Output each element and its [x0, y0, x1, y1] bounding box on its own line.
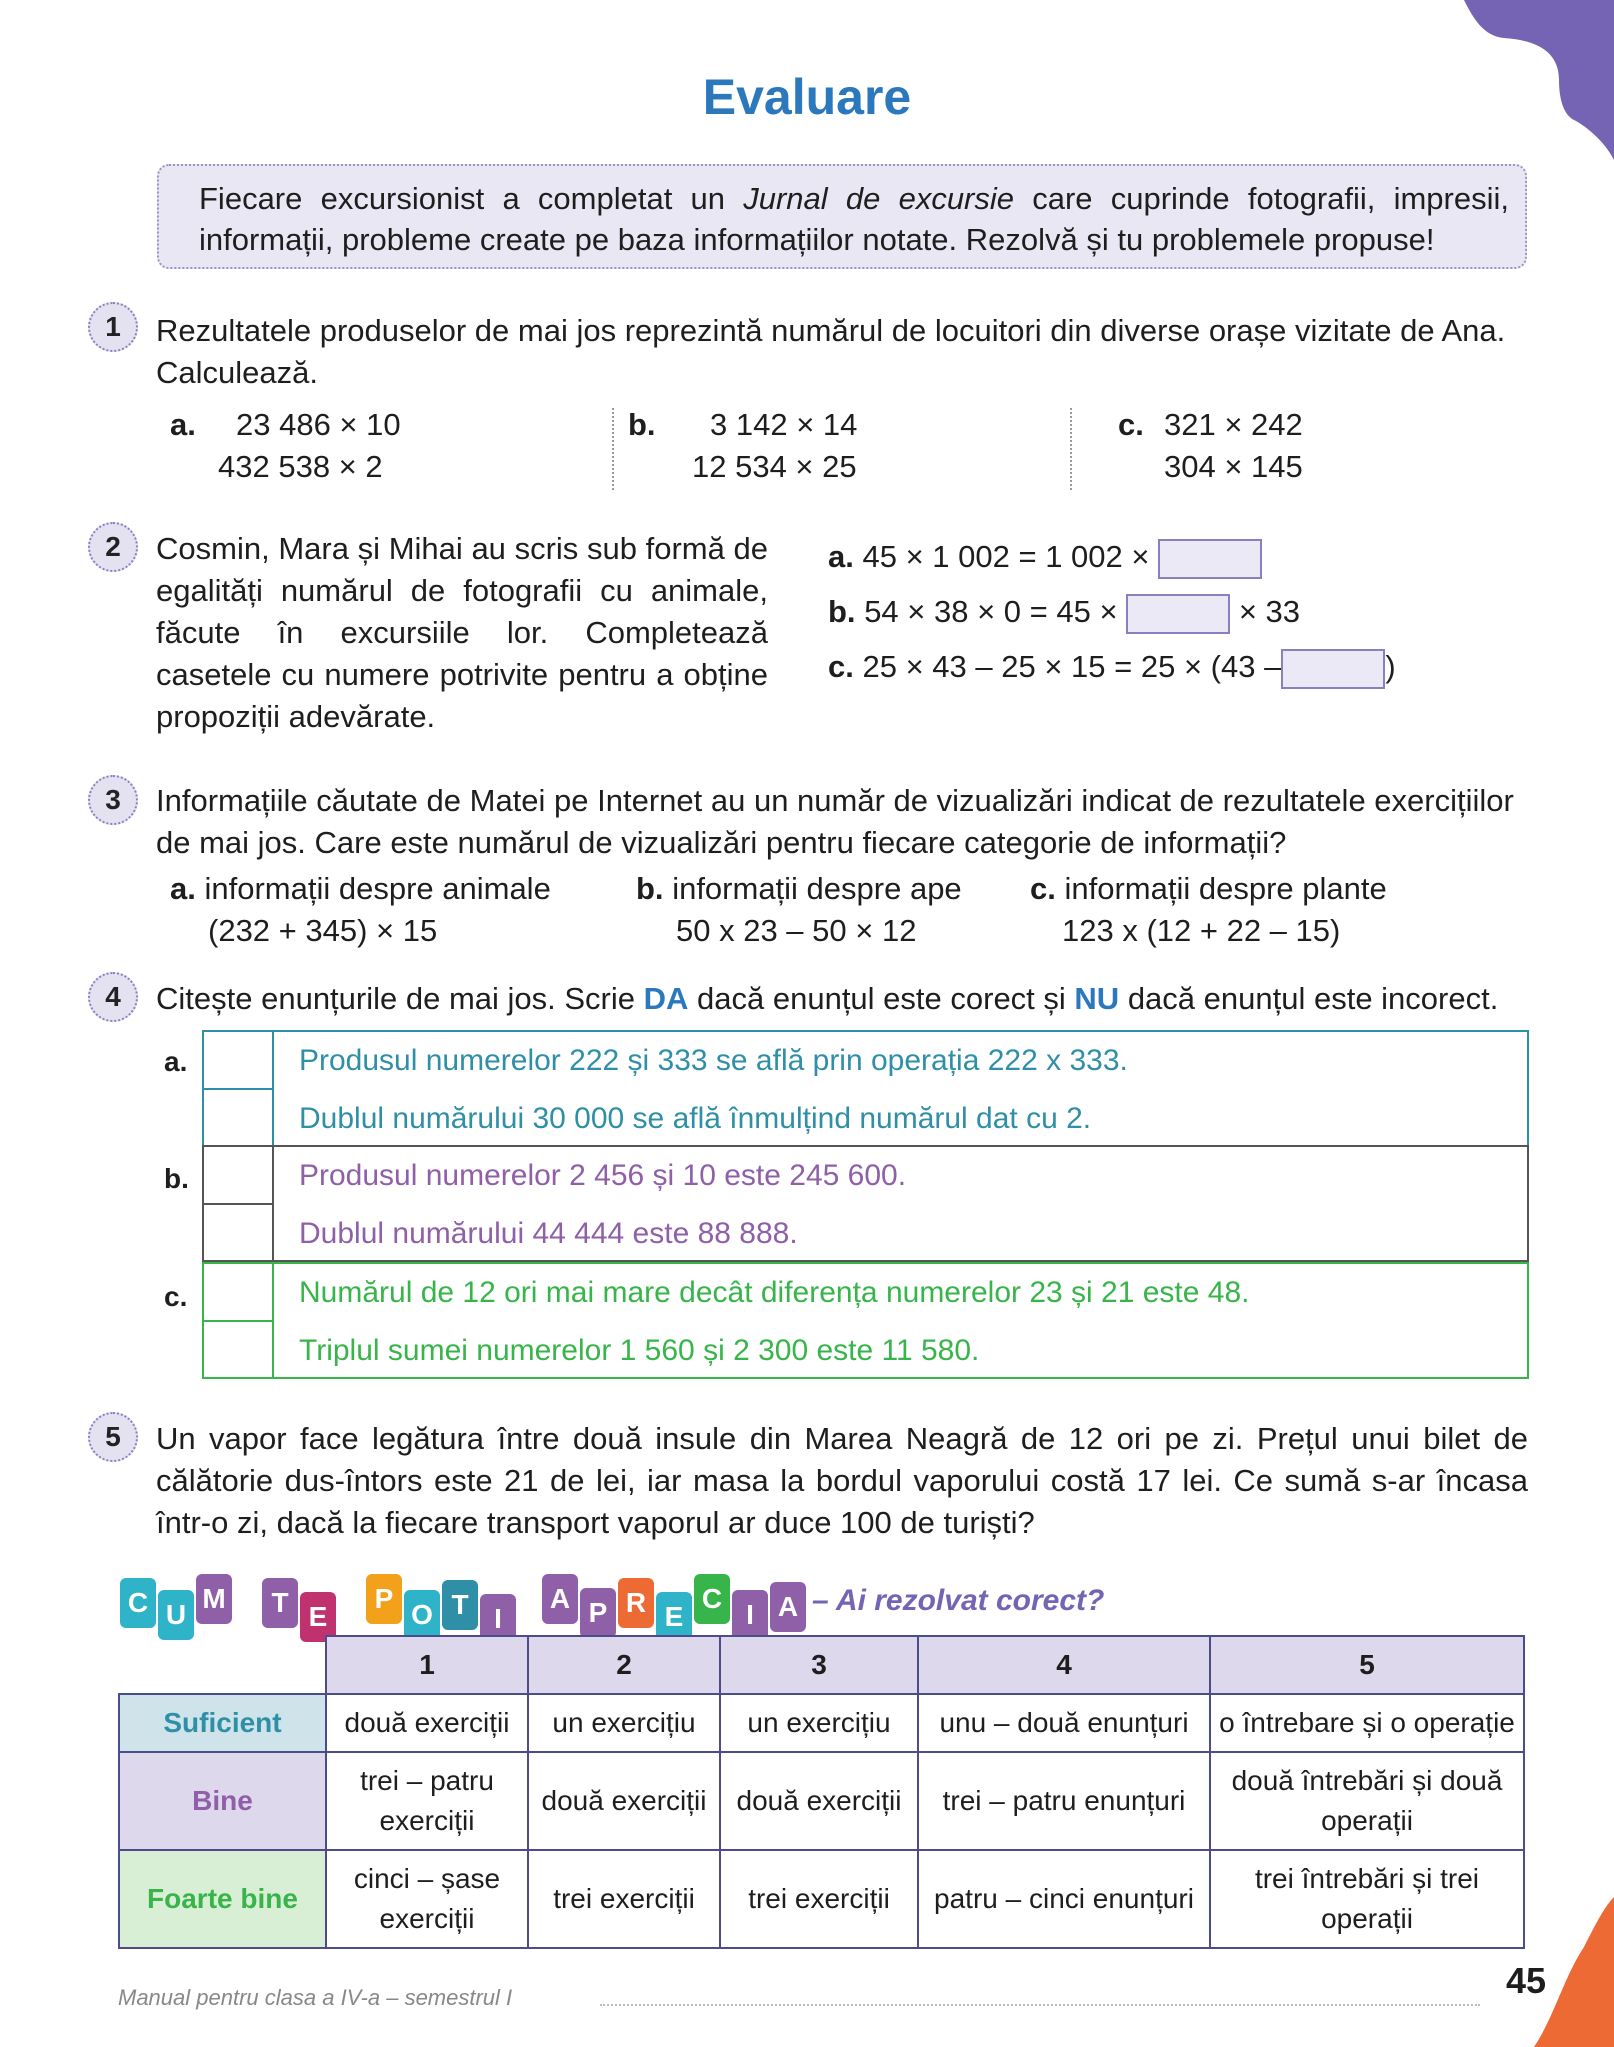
statement-group-b — [202, 1145, 1529, 1262]
exercise-number-5: 5 — [88, 1412, 138, 1462]
ex2-a-label: a. — [828, 539, 854, 574]
exercise-5-text: Un vapor face legătura între două insule din Marea Neagră de 12 ori pe zi. Prețul unui bilet de călătorie dus-întors este 21 de lei, iar masa la bordul vaporului costă 17 lei. Ce sumă s-ar încasa într-o zi, dacă la fiecare transport vaporul ar duce 100 de turiști? — [156, 1421, 1528, 1540]
ex3-c-title-text: informații despre plante — [1064, 871, 1387, 906]
table-cell: trei exerciții — [528, 1850, 720, 1948]
col-header: 3 — [720, 1636, 918, 1694]
intro-text-2: care cuprinde fotografii, impresii, informații, probleme create pe baza informațiilor notate. Rezolvă și tu problemele propuse! — [199, 181, 1509, 257]
ex2-c-after: ) — [1385, 649, 1396, 684]
ex2-b-label: b. — [828, 594, 856, 629]
row-label-foarte-bine: Foarte bine — [119, 1850, 326, 1948]
ex3-b-label: b. — [636, 871, 664, 906]
ex3-c-expr: 123 x (12 + 22 – 15) — [1062, 913, 1341, 948]
ex4-text-part: dacă enunțul este incorect. — [1119, 981, 1499, 1016]
statement: Produsul numerelor 2 456 și 10 este 245 600. — [299, 1159, 907, 1192]
ex3-a-label: a. — [170, 871, 196, 906]
ex3-a-title-text: informații despre animale — [204, 871, 551, 906]
ex3-b-expr: 50 x 23 – 50 × 12 — [676, 913, 917, 948]
table-cell: trei – patru exerciții — [326, 1752, 528, 1850]
ex2-b-expr: 54 × 38 × 0 = 45 × — [864, 594, 1118, 629]
heading-letter-tile: P — [366, 1574, 402, 1624]
heading-letter-tile: U — [158, 1590, 194, 1640]
ex1-c-line2: 304 × 145 — [1164, 449, 1303, 484]
ex4-a-label: a. — [164, 1046, 188, 1077]
heading-letter-tile: C — [120, 1578, 156, 1628]
table-cell: două exerciții — [720, 1752, 918, 1850]
answer-box[interactable] — [1281, 649, 1385, 689]
exercise-number-2: 2 — [88, 522, 138, 572]
table-cell: două exerciții — [528, 1752, 720, 1850]
heading-letter-tile: A — [542, 1574, 578, 1624]
heading-letter-tile: E — [300, 1592, 336, 1642]
table-cell: un exercițiu — [528, 1694, 720, 1752]
heading-letter-tile: P — [580, 1588, 616, 1638]
table-cell: trei întrebări și trei operații — [1210, 1850, 1524, 1948]
ex2-a — [828, 536, 1262, 579]
statement: Triplul sumei numerelor 1 560 și 2 300 este 11 580. — [299, 1334, 980, 1367]
ex1-b-line1: 3 142 × 14 — [710, 407, 858, 442]
table-cell: două întrebări și două operații — [1210, 1752, 1524, 1850]
table-cell: cinci – șase exerciții — [326, 1850, 528, 1948]
ex2-c-label: c. — [828, 649, 854, 684]
ex4-text-part: Citește enunțurile de mai jos. Scrie — [156, 981, 644, 1016]
intro-box — [157, 164, 1527, 269]
table-cell: un exercițiu — [720, 1694, 918, 1752]
ex2-b-after: × 33 — [1238, 594, 1301, 629]
table-cell: o întrebare și o operație — [1210, 1694, 1524, 1752]
ex4-da: DA — [643, 981, 689, 1016]
separator — [612, 408, 614, 490]
answer-checkbox[interactable] — [204, 1089, 274, 1147]
statement: Dublul numărului 44 444 este 88 888. — [299, 1217, 798, 1250]
ex2-b — [828, 591, 1300, 634]
heading-letter-tile: T — [262, 1578, 298, 1628]
ex1-a-label: a. — [170, 407, 196, 442]
ex2-c-expr: 25 × 43 – 25 × 15 = 25 × (43 – — [862, 649, 1282, 684]
corner-decoration-bottom — [1534, 1897, 1614, 2047]
answer-box[interactable] — [1158, 539, 1262, 579]
intro-text: Fiecare excursionist a completat un — [199, 181, 744, 216]
table-cell: trei exerciții — [720, 1850, 918, 1948]
assessment-table — [118, 1635, 1525, 1949]
heading-letter-tile: E — [656, 1592, 692, 1642]
footer-text: Manual pentru clasa a IV-a – semestrul I — [118, 1985, 513, 2010]
col-header: 2 — [528, 1636, 720, 1694]
answer-checkbox[interactable] — [204, 1264, 274, 1322]
ex1-c-label: c. — [1118, 407, 1144, 442]
exercise-3-text: Informațiile căutate de Matei pe Internet au un număr de vizualizări indicat de rezultatele exercițiilor de mai jos. Care este numărul de vizualizări pentru fiecare categorie de informații? — [156, 783, 1514, 860]
separator — [1070, 408, 1072, 490]
exercise-4-text — [156, 978, 1536, 1020]
footer-line — [600, 2004, 1480, 2006]
ex4-c-label: c. — [164, 1281, 188, 1312]
ex4-text-part: dacă enunțul este corect și — [688, 981, 1075, 1016]
heading-letter-tile: A — [770, 1582, 806, 1632]
statement-group-c — [202, 1262, 1529, 1379]
col-header: 1 — [326, 1636, 528, 1694]
statement: Numărul de 12 ori mai mare decât diferența numerelor 23 și 21 este 48. — [299, 1276, 1250, 1309]
ex3-a-expr: (232 + 345) × 15 — [208, 913, 438, 948]
heading-letter-tile: I — [732, 1590, 768, 1640]
ex3-c-label: c. — [1030, 871, 1056, 906]
answer-checkbox[interactable] — [204, 1032, 274, 1090]
exercise-2-text: Cosmin, Mara și Mihai au scris sub formă de egalități numărul de fotografii cu animale, făcute în excursiile lor. Completează casetele cu numere potrivite pentru a obține propoziții adevărate. — [156, 531, 768, 734]
ex2-a-expr: 45 × 1 002 = 1 002 × — [862, 539, 1150, 574]
answer-checkbox[interactable] — [204, 1147, 274, 1205]
answer-box[interactable] — [1126, 594, 1230, 634]
ex3-b-title — [636, 868, 962, 910]
ex1-b-label: b. — [628, 407, 656, 442]
heading-letter-tile: R — [618, 1578, 654, 1628]
answer-checkbox[interactable] — [204, 1321, 274, 1379]
ex3-b-title-text: informații despre ape — [672, 871, 962, 906]
row-label-bine: Bine — [119, 1752, 326, 1850]
table-cell: patru – cinci enunțuri — [918, 1850, 1210, 1948]
ex3-c-title — [1030, 868, 1387, 910]
col-header: 4 — [918, 1636, 1210, 1694]
table-cell: două exerciții — [326, 1694, 528, 1752]
heading-letter-tile: O — [404, 1590, 440, 1640]
ex1-c-line1: 321 × 242 — [1164, 407, 1303, 442]
heading-letter-tile: C — [694, 1574, 730, 1624]
exercise-number-3: 3 — [88, 775, 138, 825]
table-cell: unu – două enunțuri — [918, 1694, 1210, 1752]
statement: Produsul numerelor 222 și 333 se află prin operația 222 x 333. — [299, 1044, 1128, 1077]
heading-letter-tile: M — [196, 1574, 232, 1624]
ex4-b-label: b. — [164, 1163, 189, 1194]
ex4-nu: NU — [1074, 981, 1120, 1016]
ex1-a-line1: 23 486 × 10 — [236, 407, 401, 442]
heading-letter-tile: T — [442, 1580, 478, 1630]
heading-letter-tile: I — [480, 1594, 516, 1644]
ex3-a-title — [170, 868, 551, 910]
statement-group-a — [202, 1030, 1529, 1147]
table-cell: trei – patru enunțuri — [918, 1752, 1210, 1850]
exercise-number-1: 1 — [88, 302, 138, 352]
ex1-a-line2: 432 538 × 2 — [218, 449, 383, 484]
page-title: Evaluare — [702, 69, 912, 125]
assessment-subtitle: – Ai rezolvat corect? — [812, 1584, 1105, 1617]
ex2-c — [828, 646, 1396, 689]
exercise-number-4: 4 — [88, 972, 138, 1022]
ex1-b-line2: 12 534 × 25 — [692, 449, 857, 484]
statements-table — [202, 1030, 1529, 1382]
col-header: 5 — [1210, 1636, 1524, 1694]
page-number: 45 — [1505, 1960, 1546, 2001]
row-label-suficient: Suficient — [119, 1694, 326, 1752]
statement: Dublul numărului 30 000 se află înmulțind numărul dat cu 2. — [299, 1102, 1092, 1135]
answer-checkbox[interactable] — [204, 1204, 274, 1262]
intro-italic: Jurnal de excursie — [743, 181, 1015, 216]
exercise-1-text: Rezultatele produselor de mai jos reprezintă numărul de locuitori din diverse orașe vizitate de Ana. Calculează. — [156, 313, 1506, 390]
